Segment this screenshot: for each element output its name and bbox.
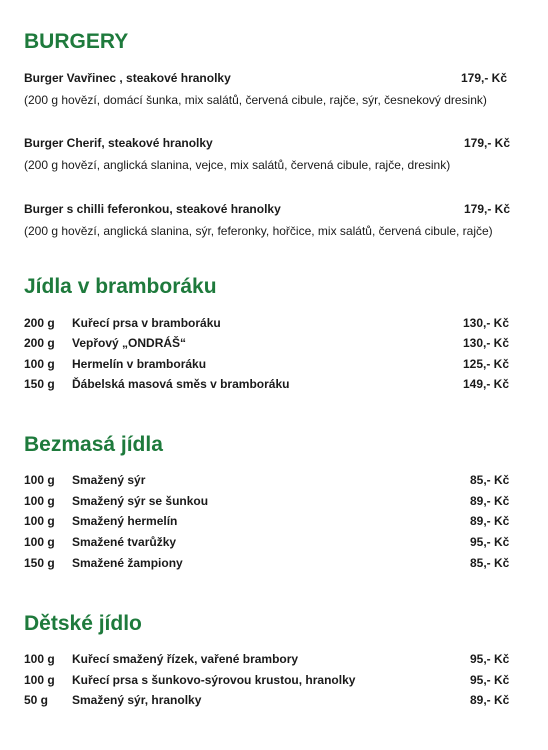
menu-item: [24, 473, 516, 489]
item-name: Burger Cherif, steakové hranolky: [24, 136, 213, 150]
item-price: 125,- Kč: [463, 357, 510, 371]
item-name: Kuřecí prsa v bramboráku: [72, 316, 221, 330]
item-weight: 150 g: [24, 556, 55, 570]
menu-item: [24, 494, 516, 510]
item-weight: 100 g: [24, 535, 55, 549]
item-name: Ďábelská masová směs v bramboráku: [72, 377, 290, 391]
item-name: Smažený sýr se šunkou: [72, 494, 209, 508]
item-weight: 150 g: [24, 377, 55, 391]
menu-item: [24, 357, 516, 373]
menu-item: [24, 136, 516, 172]
item-weight: 100 g: [24, 652, 55, 666]
section-title-detske: Dětské jídlo: [24, 612, 142, 635]
item-name: Burger Vavřinec , steakové hranolky: [24, 71, 231, 85]
item-name: Smažený hermelín: [72, 514, 178, 528]
item-price: 85,- Kč: [470, 473, 510, 487]
item-price: 179,- Kč: [461, 71, 508, 85]
item-name: Hermelín v bramboráku: [72, 357, 207, 371]
item-price: 130,- Kč: [463, 336, 510, 350]
item-price: 179,- Kč: [464, 136, 511, 150]
item-weight: 100 g: [24, 673, 55, 687]
menu-item: [24, 514, 516, 530]
menu-item: [24, 202, 516, 238]
menu-item: [24, 71, 516, 107]
item-price: 179,- Kč: [464, 202, 511, 216]
item-description: (200 g hovězí, domácí šunka, mix salátů, červená cibule, rajče, sýr, česnekový dresink): [24, 93, 487, 107]
item-price: 95,- Kč: [470, 673, 510, 687]
item-name: Smažené žampiony: [72, 556, 183, 570]
menu-item: [24, 693, 516, 709]
menu-item: [24, 316, 516, 332]
menu-item: [24, 336, 516, 352]
item-name: Kuřecí smažený řízek, vařené brambory: [72, 652, 299, 666]
section-title-brambor: Jídla v bramboráku: [24, 275, 217, 298]
item-weight: 100 g: [24, 514, 55, 528]
item-name: Vepřový „ONDRÁŠ“: [72, 336, 187, 350]
item-price: 89,- Kč: [470, 494, 510, 508]
section-title-bezmasa: Bezmasá jídla: [24, 433, 163, 456]
item-weight: 50 g: [24, 693, 49, 707]
item-price: 149,- Kč: [463, 377, 510, 391]
item-price: 130,- Kč: [463, 316, 510, 330]
item-weight: 200 g: [24, 316, 55, 330]
item-name: Kuřecí prsa s šunkovo-sýrovou krustou, hranolky: [72, 673, 356, 687]
item-price: 95,- Kč: [470, 652, 510, 666]
item-price: 89,- Kč: [470, 693, 510, 707]
item-price: 95,- Kč: [470, 535, 510, 549]
item-weight: 100 g: [24, 494, 55, 508]
item-name: Burger s chilli feferonkou, steakové hranolky: [24, 202, 281, 216]
menu-item: [24, 652, 516, 668]
item-weight: 100 g: [24, 473, 55, 487]
item-weight: 200 g: [24, 336, 55, 350]
item-weight: 100 g: [24, 357, 55, 371]
item-price: 89,- Kč: [470, 514, 510, 528]
item-description: (200 g hovězí, anglická slanina, sýr, feferonky, hořčice, mix salátů, červená cibule, rajče): [24, 224, 493, 238]
menu-item: [24, 673, 516, 689]
section-title-burgery: BURGERY: [24, 30, 129, 53]
item-name: Smažený sýr: [72, 473, 146, 487]
menu-item: [24, 535, 516, 551]
item-name: Smažený sýr, hranolky: [72, 693, 202, 707]
menu-item: [24, 556, 516, 572]
item-price: 85,- Kč: [470, 556, 510, 570]
item-name: Smažené tvarůžky: [72, 535, 177, 549]
menu-item: [24, 377, 516, 393]
item-description: (200 g hovězí, anglická slanina, vejce, mix salátů, červená cibule, rajče, dresink): [24, 158, 451, 172]
